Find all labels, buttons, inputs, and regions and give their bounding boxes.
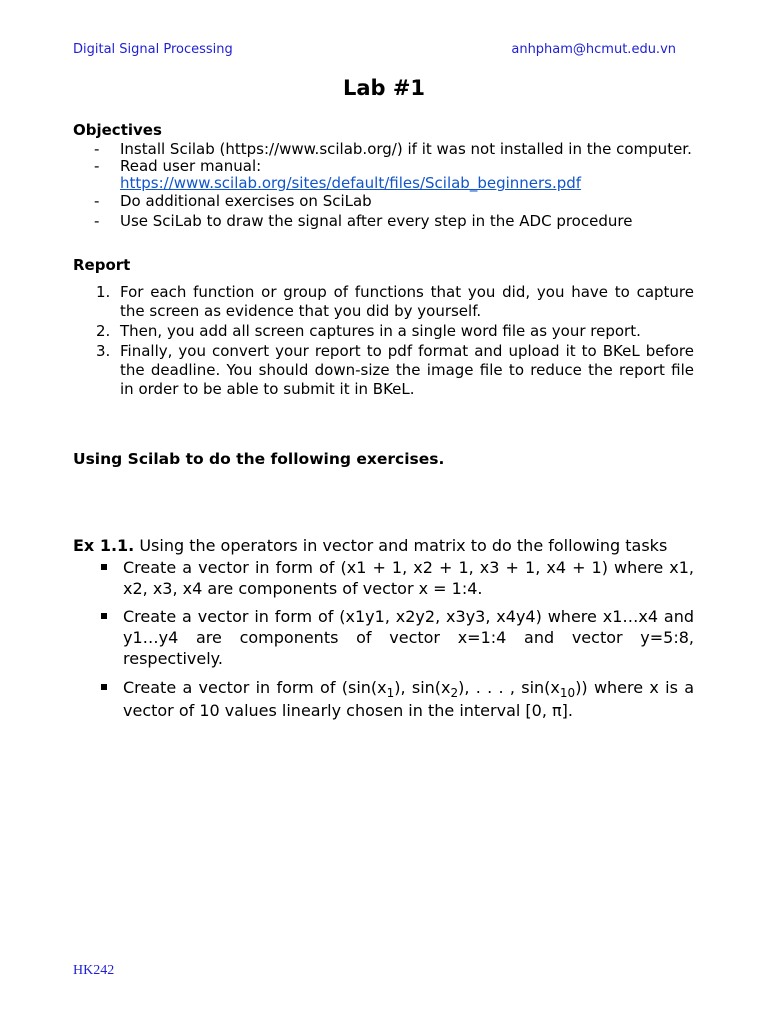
square-bullet-icon	[101, 564, 107, 570]
list-item-text: Finally, you convert your report to pdf format and upload it to BKeL before the deadline. You should down-size the image file to reduce the report file in order to be able to submit it in BKeL.	[120, 342, 694, 398]
list-item-text: Create a vector in form of (x1 + 1, x2 + 1, x3 + 1, x4 + 1) where x1, x2, x3, x4 are components of vector x = 1:4.	[123, 558, 694, 598]
list-item	[73, 193, 694, 210]
number-marker: 2.	[96, 322, 111, 340]
list-item	[73, 342, 694, 399]
header-email: anhpham@hcmut.edu.vn	[511, 42, 676, 57]
list-item-text: Then, you add all screen captures in a single word file as your report.	[120, 322, 641, 340]
exercise-1-1	[73, 535, 694, 722]
exercise-label: Ex 1.1.	[73, 536, 135, 555]
list-item	[73, 283, 694, 321]
page-title: Lab #1	[342, 76, 426, 100]
dash-marker: -	[94, 157, 100, 175]
list-item-text: Create a vector in form of ($\sin(x_1)$, $\sin(x_2)$, . . . , $\sin(x_{10})$) where x is a vector of 10 values linearly chosen in the interval [0, π].	[123, 678, 695, 720]
list-item-text: Do additional exercises on SciLab	[120, 192, 372, 210]
report-list	[73, 283, 694, 399]
list-item-text: Read user manual:	[120, 157, 262, 175]
exercise-intro	[73, 535, 694, 556]
exercises-heading: Using Scilab to do the following exercises.	[73, 450, 445, 468]
objectives-heading: Objectives	[73, 121, 162, 139]
list-item-text: For each function or group of functions that you did, you have to capture the screen as evidence that you did by yourself.	[120, 283, 694, 320]
list-item	[73, 158, 694, 192]
list-item	[73, 557, 694, 599]
footer-semester: HK242	[73, 963, 115, 978]
list-item	[73, 141, 694, 158]
header-course: Digital Signal Processing	[73, 42, 233, 57]
dash-marker: -	[94, 140, 100, 158]
scilab-manual-link[interactable]: https://www.scilab.org/sites/default/files/Scilab_beginners.pdf	[120, 174, 582, 192]
square-bullet-icon	[101, 684, 107, 690]
list-item	[73, 213, 694, 230]
list-item	[73, 676, 694, 722]
list-item-text: Install Scilab (https://www.scilab.org/) if it was not installed in the computer.	[120, 140, 692, 158]
square-bullet-icon	[101, 613, 107, 619]
number-marker: 3.	[96, 342, 111, 360]
report-heading: Report	[73, 256, 131, 274]
list-item	[73, 322, 694, 341]
number-marker: 1.	[96, 283, 111, 301]
dash-marker: -	[94, 192, 100, 210]
list-item-text: Create a vector in form of (x1y1, x2y2, x3y3, x4y4) where x1…x4 and y1…y4 are components of vector x=1:4 and vector y=5:8, respectively.	[123, 607, 694, 668]
list-item-text: Use SciLab to draw the signal after every step in the ADC procedure	[120, 212, 633, 230]
exercise-intro-text: Using the operators in vector and matrix to do the following tasks	[134, 536, 668, 555]
dash-marker: -	[94, 212, 100, 230]
list-item	[73, 606, 694, 669]
objectives-list	[73, 141, 694, 230]
